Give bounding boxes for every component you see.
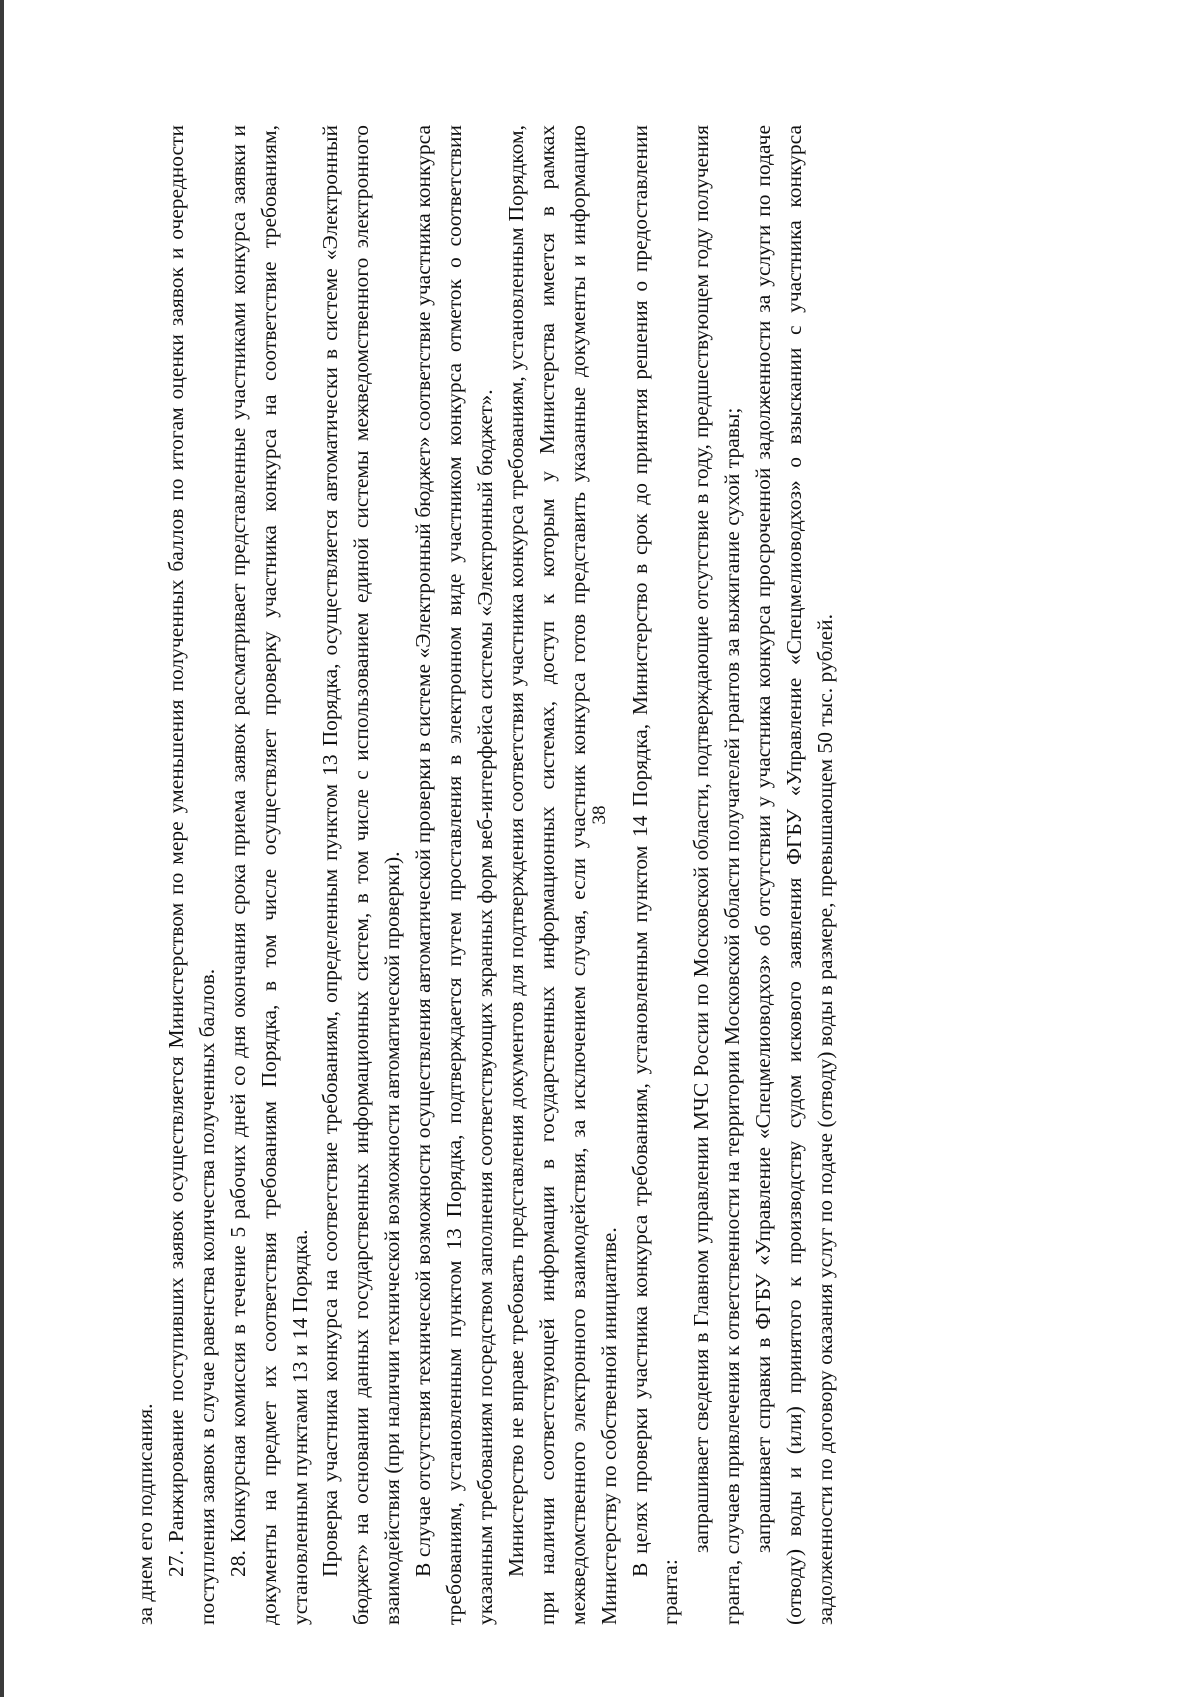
paragraph-verification-automatic: Проверка участника конкурса на соответствие требованиям, определенным пунктом 13 Порядка, осуществляется автоматически в системе «Электронный бюджет» на основании данных государственных информационных систем, в том числе с использованием единой системы межведомственного электронного взаимодействия (при наличии технической возможности автоматической проверки).: [318, 125, 405, 1625]
scan-page-edge: [0, 0, 4, 1697]
paragraph-request-mchs: запрашивает сведения в Главном управлении МЧС России по Московской области, подтверждающие отсутствие в году, предшествующем году получения гранта, случаев привлечения к ответственности на территории Московской области получателей грантов за выжигание сухой травы;: [689, 125, 745, 1625]
paragraph-27: 27. Ранжирование поступивших заявок осуществляется Министерством по мере уменьшения полученных баллов по итогам оценки заявок и очередности поступления заявок в случае равенства количества полученных баллов.: [163, 125, 219, 1625]
paragraph-continuation: за днем его подписания.: [133, 1403, 157, 1625]
page-number: 38: [589, 805, 610, 825]
paragraph-verification-manual: В случае отсутствия технической возможности осуществления автоматической проверки в системе «Электронный бюджет» соответствие участника конкурса требованиям, установленным пунктом 13 Порядка, подтверждается путем проставления в электронном виде участником конкурса отметок о соответствии указанным требованиям посредством заполнения соответствующих экранных форм веб-интерфейса системы «Электронный бюджет».: [411, 125, 497, 1625]
paragraph-28: 28. Конкурсная комиссия в течение 5 рабочих дней со дня окончания срока приема заявок рассматривает представленные участниками конкурса заявки и документы на предмет их соответствия требованиям Порядка, в том числе осуществляет проверку участника конкурса на соответствие требованиям, установленным пунктами 13 и 14 Порядка.: [225, 125, 312, 1625]
paragraph-ministry-rights: Министерство не вправе требовать представления документов для подтверждения соответствия участника конкурса требованиям, установленным Порядком, при наличии соответствующей информации в государственных информационных системах, доступ к которым у Министерства имеется в рамках межведомственного электронного взаимодействия, за исключением случая, если участник конкурса готов представить указанные документы и информацию Министерству по собственной инициативе.: [503, 125, 621, 1625]
paragraph-verification-point-14: В целях проверки участника конкурса требованиям, установленным пунктом 14 Порядка, Министерство в срок до принятия решения о предоставлении гранта:: [627, 125, 683, 1625]
paragraph-request-fgbu: запрашивает справки в ФГБУ «Управление «Спецмелиоводхоз» об отсутствии у участника конкурса просроченной задолженности за услуги по подаче (отводу) воды и (или) принятого к производству судом искового заявления ФГБУ «Управление «Спецмелиоводхоз» о взыскании с участника конкурса задолженности по договору оказания услуг по подаче (отводу) воды в размере, превышающем 50 тыс. рублей.: [751, 125, 837, 1625]
document-body: [130, 125, 841, 1625]
